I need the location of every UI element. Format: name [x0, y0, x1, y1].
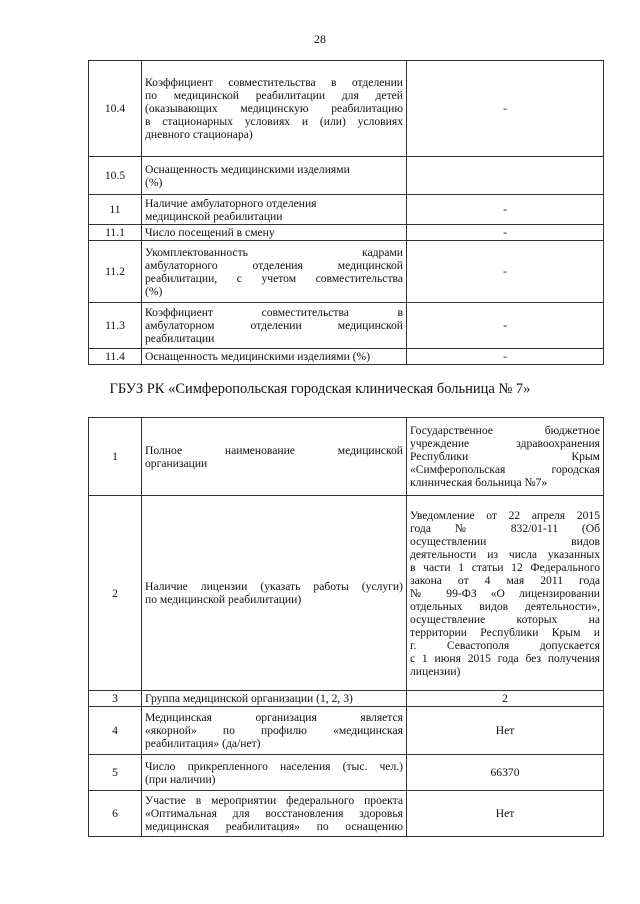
row-description: Участие в мероприятии федерального проекта «Оптимальная для восстановления здоровья медицинская реабилитация» по оснащению	[142, 791, 407, 837]
hospital-info-table	[88, 417, 604, 837]
row-description: Коэффициент совместительства в амбулаторном отделении медицинской реабилитации	[142, 303, 407, 349]
page-number: 28	[314, 32, 326, 46]
table-row	[89, 225, 604, 241]
row-value: Нет	[407, 707, 604, 755]
table-row	[89, 195, 604, 225]
row-number: 2	[89, 496, 142, 691]
row-description: Коэффициент совместительства в отделении по медицинской реабилитации для детей (оказывающих медицинскую реабилитацию в стационарных условиях и (или) условиях дневного стационара)	[142, 61, 407, 157]
rehab-indicators-table	[88, 60, 604, 365]
row-value: 66370	[407, 755, 604, 791]
row-number: 11.1	[89, 225, 142, 241]
row-number: 11	[89, 195, 142, 225]
row-description: Число посещений в смену	[142, 225, 407, 241]
row-description: Оснащенность медицинскими изделиями (%)	[142, 157, 407, 195]
row-value: -	[407, 195, 604, 225]
row-number: 5	[89, 755, 142, 791]
table-row	[89, 61, 604, 157]
table-row	[89, 303, 604, 349]
row-value: -	[407, 349, 604, 365]
table-row	[89, 707, 604, 755]
row-number: 4	[89, 707, 142, 755]
row-number: 11.3	[89, 303, 142, 349]
row-value: 2	[407, 691, 604, 707]
row-description: Медицинская организация является «якорной» по профилю «медицинская реабилитация» (да/нет)	[142, 707, 407, 755]
section-title: ГБУЗ РК «Симферопольская городская клиническая больница № 7»	[109, 381, 531, 397]
row-description: Оснащенность медицинскими изделиями (%)	[142, 349, 407, 365]
row-number: 11.4	[89, 349, 142, 365]
row-description: Число прикрепленного населения (тыс. чел.) (при наличии)	[142, 755, 407, 791]
row-value	[407, 157, 604, 195]
table-row	[89, 691, 604, 707]
table-row	[89, 755, 604, 791]
row-number: 10.4	[89, 61, 142, 157]
table-row	[89, 791, 604, 837]
table-row	[89, 157, 604, 195]
row-value: Нет	[407, 791, 604, 837]
row-number: 11.2	[89, 241, 142, 303]
row-description: Группа медицинской организации (1, 2, 3)	[142, 691, 407, 707]
row-description: Наличие лицензии (указать работы (услуги) по медицинской реабилитации)	[142, 496, 407, 691]
table-row	[89, 349, 604, 365]
row-description: Укомплектованность кадрами амбулаторного отделения медицинской реабилитации, с учетом совместительства (%)	[142, 241, 407, 303]
row-value: Государственное бюджетное учреждение здравоохранения Республики Крым «Симферопольская городская клиническая больница №7»	[407, 418, 604, 496]
row-value: -	[407, 303, 604, 349]
row-description: Наличие амбулаторного отделения медицинской реабилитации	[142, 195, 407, 225]
row-value: -	[407, 225, 604, 241]
row-number: 1	[89, 418, 142, 496]
table-row	[89, 496, 604, 691]
row-number: 10.5	[89, 157, 142, 195]
row-value: -	[407, 241, 604, 303]
table-row	[89, 241, 604, 303]
row-number: 6	[89, 791, 142, 837]
table-row	[89, 418, 604, 496]
row-description: Полное наименование медицинской организации	[142, 418, 407, 496]
row-value: Уведомление от 22 апреля 2015 года № 832/01-11 (Об осуществлении видов деятельности из числа указанных в части 1 статьи 12 Федерального закона от 4 мая 2011 года № 99-ФЗ «О лицензировании отдельных видов деятельности», осуществление которых на территории Республики Крым и г. Севастополя допускается с 1 июня 2015 года без получения лицензии)	[407, 496, 604, 691]
row-number: 3	[89, 691, 142, 707]
row-value: -	[407, 61, 604, 157]
